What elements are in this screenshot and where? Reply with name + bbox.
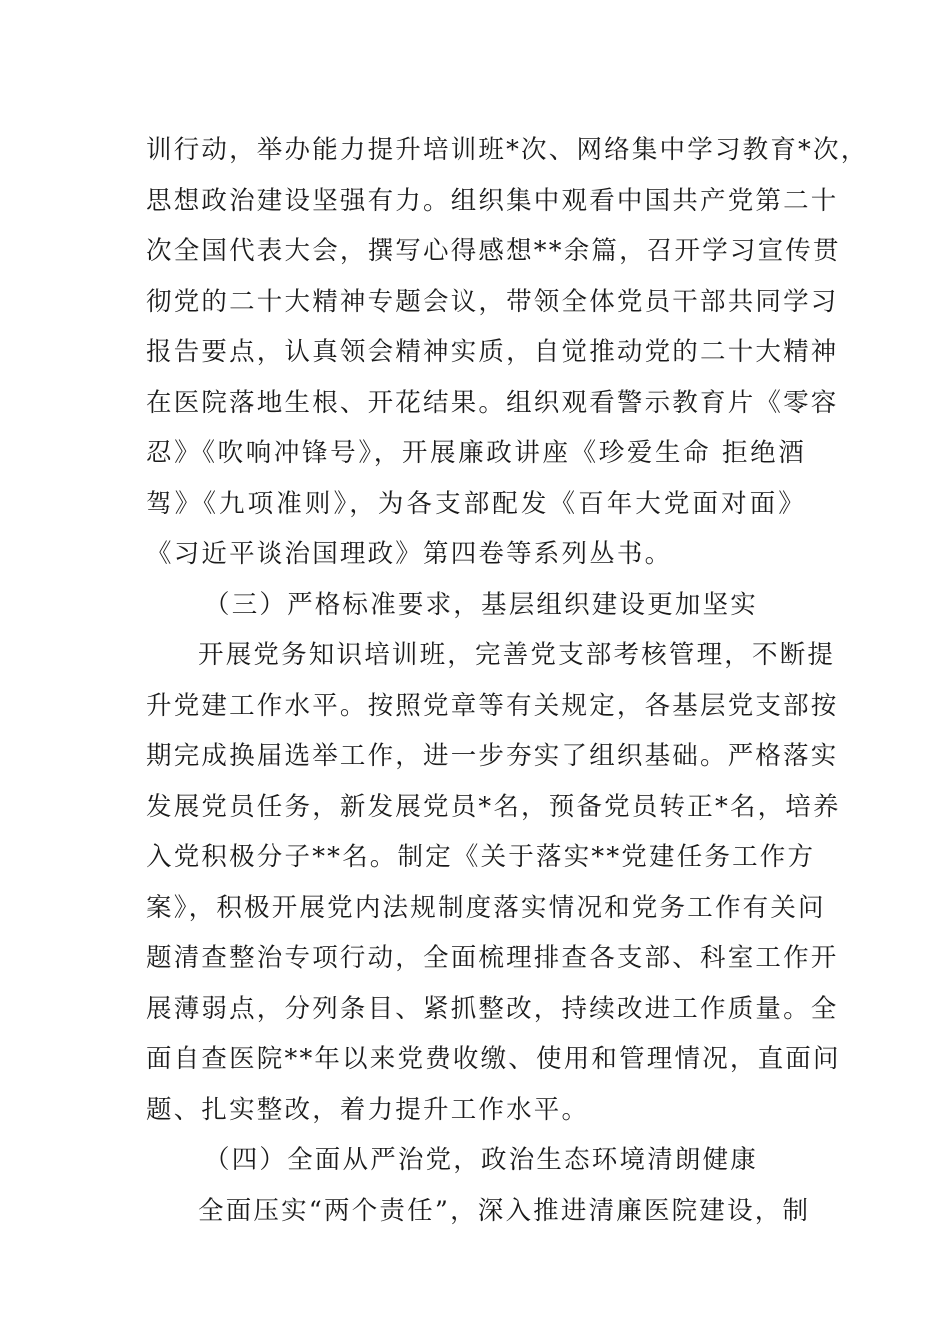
text-line: 升党建工作水平。按照党章等有关规定，各基层党支部按 bbox=[146, 690, 839, 721]
text-line: 开展党务知识培训班，完善党支部考核管理，不断提 bbox=[198, 640, 836, 670]
text-line: 期完成换届选举工作，进一步夯实了组织基础。严格落实 bbox=[146, 741, 839, 771]
text-line: 发展党员任务，新发展党员*名，预备党员转正*名，培养 bbox=[146, 791, 841, 822]
text-line: 报告要点，认真领会精神实质，自觉推动党的二十大精神 bbox=[146, 337, 839, 367]
section-heading: （三）严格标准要求，基层组织建设更加坚实 bbox=[204, 589, 759, 620]
text-line: 思想政治建设坚强有力。组织集中观看中国共产党第二十 bbox=[146, 185, 839, 216]
document-body bbox=[146, 125, 869, 1236]
text-line: 展薄弱点，分列条目、紧抓整改，持续改进工作质量。全 bbox=[146, 993, 839, 1024]
text-line: 题、扎实整改，着力提升工作水平。 bbox=[146, 1094, 590, 1125]
text-line: 《习近平谈治国理政》第四卷等系列丛书。 bbox=[146, 539, 673, 569]
text-line: 题清查整治专项行动，全面梳理排查各支部、科室工作开 bbox=[146, 943, 839, 973]
text-line: 案》，积极开展党内法规制度落实情况和党务工作有关问 bbox=[146, 892, 826, 923]
text-line: 忍》《吹响冲锋号》，开展廉政讲座《珍爱生命 拒绝酒 bbox=[146, 438, 806, 468]
text-line: 驾》《九项准则》，为各支部配发《百年大党面对面》 bbox=[146, 488, 806, 519]
text-line: 面自查医院**年以来党费收缴、使用和管理情况，直面问 bbox=[146, 1044, 841, 1074]
text-line: 入党积极分子**名。制定《关于落实**党建任务工作方 bbox=[146, 842, 816, 872]
text-line: 在医院落地生根、开花结果。组织观看警示教育片《零容 bbox=[146, 387, 839, 418]
text-line: 彻党的二十大精神专题会议，带领全体党员干部共同学习 bbox=[146, 286, 839, 317]
section-heading: （四）全面从严治党，政治生态环境清朗健康 bbox=[204, 1145, 759, 1175]
text-line: 训行动，举办能力提升培训班*次、网络集中学习教育*次， bbox=[146, 135, 869, 165]
text-line: 次全国代表大会，撰写心得感想**余篇，召开学习宣传贯 bbox=[146, 236, 841, 266]
text-line: 全面压实“两个责任”，深入推进清廉医院建设，制 bbox=[198, 1195, 811, 1226]
